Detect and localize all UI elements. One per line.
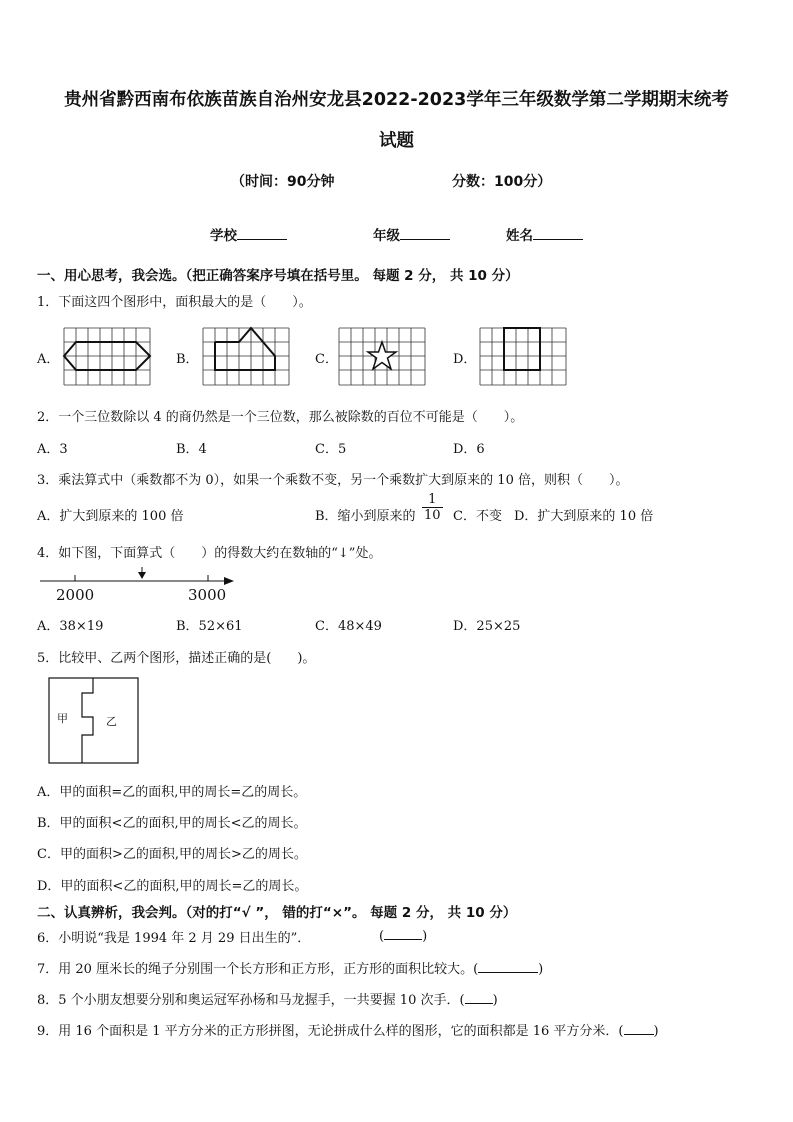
grade-field[interactable] [373,224,450,244]
school-field[interactable] [210,224,287,244]
q9-stem[interactable] [37,1020,659,1039]
q3-option-d[interactable]: D．扩大到原来的 10 倍 [514,509,654,524]
q5-option-a[interactable]: A．甲的面积=乙的面积,甲的周长=乙的周长。 [37,785,307,800]
fraction-denominator: 10 [424,508,441,523]
q8-text: 8．5 个小朋友想要分别和奥运冠军孙杨和马龙握手，一共要握 10 次手．( [37,993,465,1008]
q6-blank[interactable] [384,927,422,940]
axis-label-2000: 2000 [56,586,95,604]
label-yi: 乙 [106,715,117,728]
q5-option-c[interactable]: C．甲的面积>乙的面积,甲的周长>乙的周长。 [37,847,307,862]
q5-option-b[interactable]: B．甲的面积<乙的面积,甲的周长<乙的周长。 [37,816,307,831]
q2-option-a[interactable]: A．3 [37,442,68,457]
q4-option-b[interactable]: B．52×61 [176,619,243,634]
q2-stem: 2．一个三位数除以 4 的商仍然是一个三位数，那么被除数的百位不可能是（ ）。 [37,410,524,425]
q8-blank[interactable] [465,991,493,1004]
grade-blank[interactable] [400,227,450,240]
fraction-numerator: 1 [422,492,443,508]
q4-stem: 4．如下图，下面算式（ ）的得数大约在数轴的“↓”处。 [37,546,382,561]
q4-option-c[interactable]: C．48×49 [315,619,382,634]
q7-close-paren: ) [538,962,544,977]
q4-option-d[interactable]: D．25×25 [453,619,521,634]
q6-open-paren: ( [379,929,385,944]
q7-stem[interactable] [37,958,543,977]
q9-text: 9．用 16 个面积是 1 平方分米的正方形拼图，无论拼成什么样的图形，它的面积都是 16 平方分米．( [37,1024,624,1039]
grade-label: 年级 [373,228,400,244]
section2-heading: 二、认真辨析，我会判。（对的打“√ ”， 错的打“×”。 每题 2 分， 共 10 分） [37,905,517,921]
q3-option-c[interactable]: C．不变 [453,509,502,524]
q1-option-c[interactable]: C． [315,352,338,367]
q6-answer[interactable] [379,927,427,944]
q1-figure-d-rectangle [480,328,567,386]
q1-option-a[interactable]: A． [37,352,60,367]
section1-heading: 一、用心思考，我会选。（把正确答案序号填在括号里。 每题 2 分， 共 10 分） [37,268,519,284]
q9-blank[interactable] [624,1022,654,1035]
q7-text: 7．用 20 厘米长的绳子分别围一个长方形和正方形，正方形的面积比较大。( [37,962,479,977]
q4-option-a[interactable]: A．38×19 [37,619,104,634]
exam-time: （时间：90分钟 [231,174,335,190]
school-blank[interactable] [237,227,287,240]
q6-stem: 6．小明说“我是 1994 年 2 月 29 日出生的”． [37,931,311,946]
q3-option-a[interactable]: A．扩大到原来的 100 倍 [37,509,184,524]
page-title: 贵州省黔西南布依族苗族自治州安龙县2022-2023学年三年级数学第二学期期末统考 [64,90,729,110]
q8-close-paren: ) [492,993,498,1008]
name-field[interactable] [506,224,583,244]
q1-figure-c-star [339,328,426,386]
exam-score: 分数：100分） [452,174,552,190]
q1-option-d[interactable]: D． [453,352,477,367]
q1-option-b[interactable]: B． [176,352,199,367]
label-jia: 甲 [57,712,68,725]
q2-option-b[interactable]: B．4 [176,442,207,457]
q2-option-d[interactable]: D．6 [453,442,485,457]
q1-figure-a-hexagon [64,328,151,386]
axis-label-3000: 3000 [188,586,227,604]
name-blank[interactable] [533,227,583,240]
q2-option-c[interactable]: C．5 [315,442,347,457]
school-label: 学校 [210,228,237,244]
q3-option-b[interactable]: B．缩小到原来的 [315,509,416,524]
q1-figure-b-house [203,328,290,386]
number-line-arrowhead [224,577,234,585]
q3-stem: 3．乘法算式中（乘数都不为 0），如果一个乘数不变，另一个乘数扩大到原来的 10 倍，则积（ ）。 [37,473,629,488]
q3-fraction [422,492,443,523]
q8-stem[interactable] [37,989,498,1008]
q5-stem: 5．比较甲、乙两个图形，描述正确的是( )。 [37,651,316,666]
q5-option-d[interactable]: D．甲的面积<乙的面积,甲的周长=乙的周长。 [37,879,308,894]
q1-stem: 1．下面这四个图形中，面积最大的是（ ）。 [37,295,312,310]
page-title-line2: 试题 [379,131,414,151]
q9-close-paren: ) [653,1024,659,1039]
name-label: 姓名 [506,228,533,244]
q7-blank[interactable] [478,960,538,973]
q6-close-paren: ) [422,929,428,944]
